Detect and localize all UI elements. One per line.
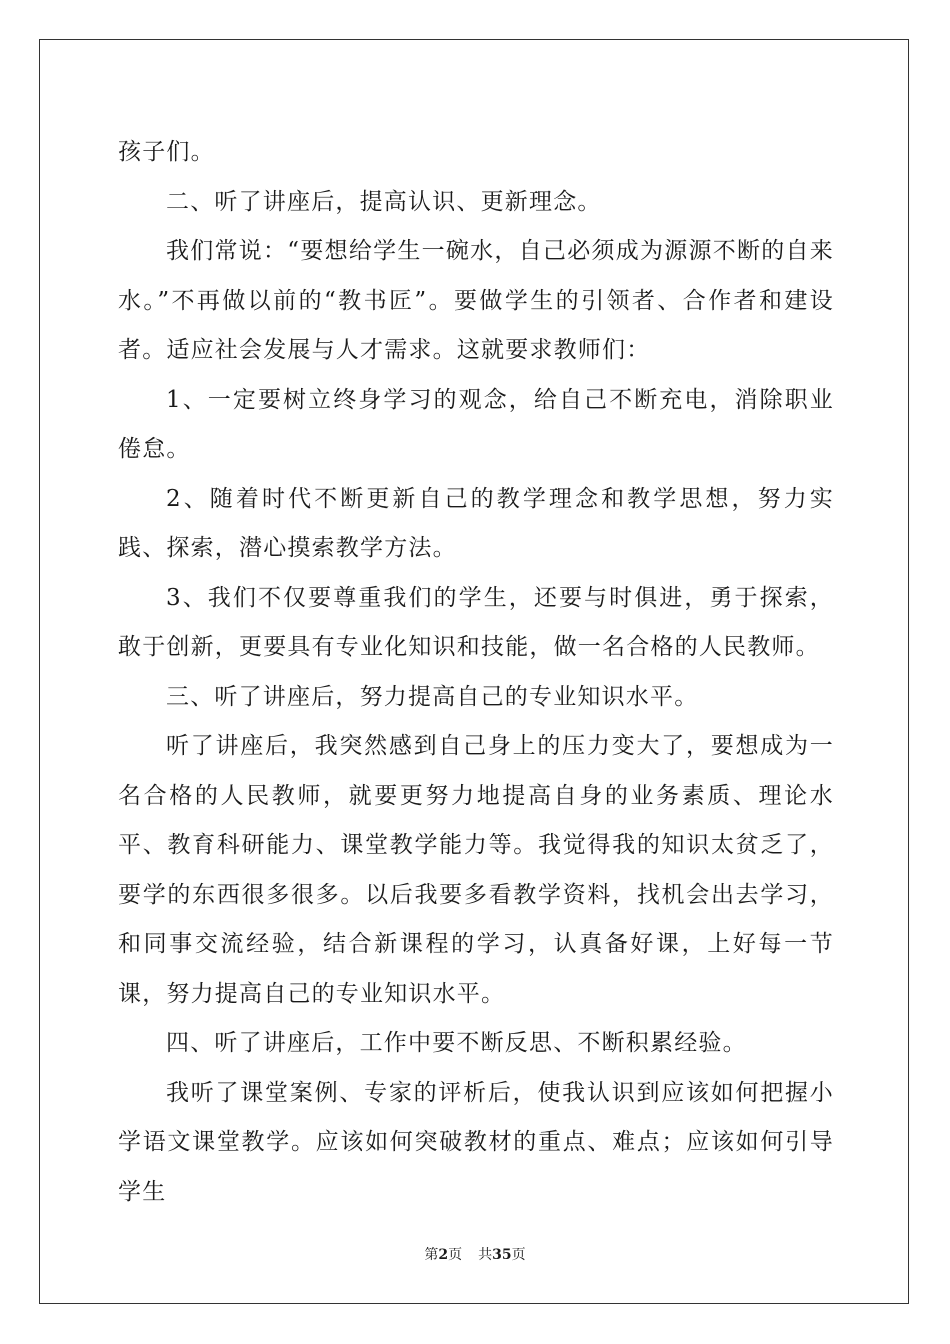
page-footer [0, 1244, 950, 1264]
paragraph-1: 孩子们。 [118, 139, 215, 165]
heading-section-3: 三、听了讲座后，努力提高自己的专业知识水平。 [166, 683, 699, 710]
page-suffix: 页 [448, 1247, 463, 1263]
paragraph-10: 我听了课堂案例、专家的评析后，使我认识到应该如何把握小学语文课堂教学。应该如何突破教材的重点、难点；应该如何引导学生 [118, 1079, 834, 1205]
total-suffix: 页 [511, 1247, 526, 1263]
list-item-1: 1、一定要树立终身学习的观念，给自己不断充电，消除职业倦怠。 [118, 386, 834, 462]
page-prefix: 第 [424, 1247, 439, 1263]
total-pages: 35 [492, 1247, 512, 1263]
page-number: 2 [438, 1247, 449, 1263]
document-body [118, 128, 834, 1217]
list-item-3: 3、我们不仅要尊重我们的学生，还要与时俱进，勇于探索，敢于创新，更要具有专业化知识和技能，做一名合格的人民教师。 [118, 584, 834, 660]
paragraph-8: 听了讲座后，我突然感到自己身上的压力变大了，要想成为一名合格的人民教师，就要更努力地提高自身的业务素质、理论水平、教育科研能力、课堂教学能力等。我觉得我的知识太贫乏了，要学的东西很多很多。以后我要多看教学资料，找机会出去学习，和同事交流经验，结合新课程的学习，认真备好课，上好每一节课，努力提高自己的专业知识水平。 [118, 733, 834, 1007]
paragraph-3: 我们常说：“要想给学生一碗水，自己必须成为源源不断的自来水。”不再做以前的“教书匠”。要做学生的引领者、合作者和建设者。适应社会发展与人才需求。这就要求教师们： [118, 238, 834, 363]
total-prefix: 共 [478, 1247, 493, 1263]
heading-section-2: 二、听了讲座后，提高认识、更新理念。 [166, 188, 602, 215]
heading-section-4: 四、听了讲座后，工作中要不断反思、不断积累经验。 [166, 1030, 747, 1056]
list-item-2: 2、随着时代不断更新自己的教学理念和教学思想，努力实践、探索，潜心摸索教学方法。 [118, 485, 834, 561]
